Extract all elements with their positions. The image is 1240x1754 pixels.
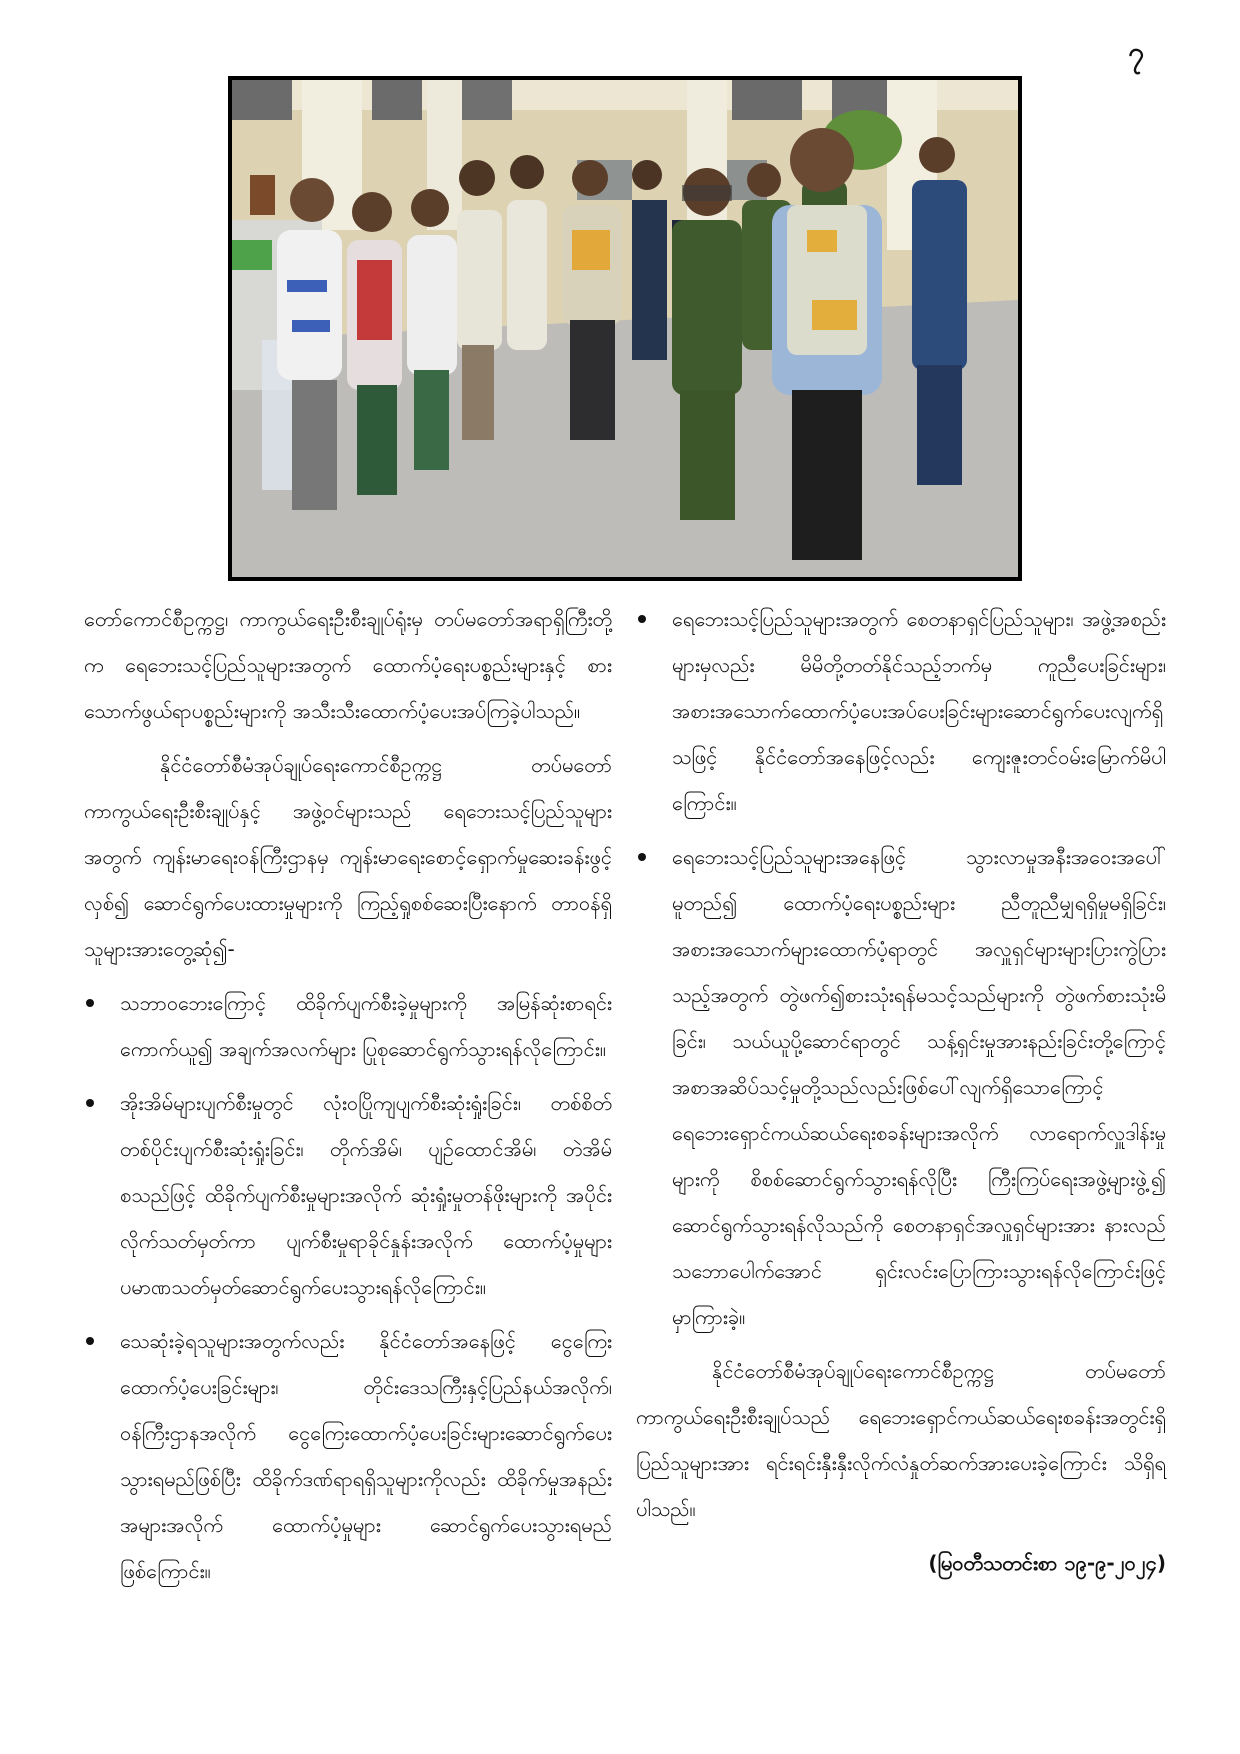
left-column xyxy=(84,596,612,1602)
article-paragraph: နိုင်ငံတော်စီမံအုပ်ချုပ်ရေးကောင်စီဥက္ကဋ္ဌ တပ်မတော်ကာကွယ်ရေးဦးစီးချုပ်နှင့် အဖွဲ့ဝင်များသည် ရေဘေးသင့်ပြည်သူများအတွက် ကျန်းမာရေးဝန်ကြီးဌာနမှ ကျန်းမာရေးစောင့်ရှောက်မှုဆေးခန်းဖွင့်လှစ်၍ ဆောင်ရွက်ပေးထားမှုများကို ကြည့်ရှုစစ်ဆေးပြီးနောက် တာဝန်ရှိသူများအားတွေ့ဆုံ၍- xyxy=(84,753,612,961)
list-item xyxy=(84,1080,612,1310)
list-item-text: ရေဘေးသင့်ပြည်သူများအတွက် စေတနာရှင်ပြည်သူများ၊ အဖွဲ့အစည်းများမှလည်း မိမိတို့တတ်နိုင်သည့်ဘက်မှ ကူညီပေးခြင်းများ၊ အစားအသောက်ထောက်ပံ့ပေးအပ်ပေးခြင်းများဆောင်ရွက်ပေးလျက်ရှိသဖြင့် နိုင်ငံတော်အနေဖြင့်လည်း ကျေးဇူးတင်ဝမ်းမြောက်မိပါကြောင်း။ xyxy=(672,607,1166,815)
list-item-text: အိုးအိမ်များပျက်စီးမှုတွင် လုံးဝပြိုကျပျက်စီးဆုံးရှုံးခြင်း၊ တစ်စိတ်တစ်ပိုင်းပျက်စီးဆုံးရှုံးခြင်း၊ တိုက်အိမ်၊ ပျဉ်ထောင်အိမ်၊ တဲအိမ် စသည်ဖြင့် ထိခိုက်ပျက်စီးမှုများအလိုက် ဆုံးရှုံးမှုတန်ဖိုးများကို အပိုင်းလိုက်သတ်မှတ်ကာ ပျက်စီးမှုရာခိုင်နှုန်းအလိုက် ထောက်ပံ့မှုများ ပမာဏသတ်မှတ်ဆောင်ရွက်ပေးသွားရန်လိုကြောင်း။ xyxy=(120,1091,612,1299)
news-photo xyxy=(228,76,1022,581)
list-item xyxy=(84,1318,612,1594)
list-item xyxy=(84,980,612,1072)
bullet-icon xyxy=(86,1099,94,1107)
article-paragraph: တော်ကောင်စီဥက္ကဋ္ဌ၊ ကာကွယ်ရေးဦးစီးချုပ်ရုံးမှ တပ်မတော်အရာရှိကြီးတို့က ရေဘေးသင့်ပြည်သူများအတွက် ထောက်ပံ့ရေးပစ္စည်းများနှင့် စားသောက်ဖွယ်ရာပစ္စည်းများကို အသီးသီးထောက်ပံ့ပေးအပ်ကြခဲ့ပါသည်။ xyxy=(84,607,612,723)
bullet-icon xyxy=(86,1337,94,1345)
bullet-icon xyxy=(638,853,646,861)
page-number: ၇ xyxy=(1128,36,1144,69)
list-item xyxy=(636,596,1166,826)
instruction-list xyxy=(84,980,612,1594)
list-item-text: ရေဘေးသင့်ပြည်သူများအနေဖြင့် သွားလာမှုအနီးအဝေးအပေါ်မူတည်၍ ထောက်ပံ့ရေးပစ္စည်းများ ညီတူညီမျှရရှိမှုမရှိခြင်း၊ အစားအသောက်များထောက်ပံ့ရာတွင် အလှူရှင်များများပြားကွဲပြားသည့်အတွက် တွဲဖက်၍စားသုံးရန်မသင့်သည်များကို တွဲဖက်စားသုံးမိခြင်း၊ သယ်ယူပို့ဆောင်ရာတွင် သန့်ရှင်းမှုအားနည်းခြင်းတို့ကြောင့် အစာအဆိပ်သင့်မှုတို့သည်လည်းဖြစ်ပေါ်လျက်ရှိသောကြောင့် ရေဘေးရှောင်ကယ်ဆယ်ရေးစခန်းများအလိုက် လာရောက်လှူဒါန်းမှုများကို စိစစ်ဆောင်ရွက်သွားရန်လိုပြီး ကြီးကြပ်ရေးအဖွဲ့များဖွဲ့၍ ဆောင်ရွက်သွားရန်လိုသည်ကို စေတနာရှင်အလှူရှင်များအား နားလည်သဘောပေါက်အောင် ရှင်းလင်းပြောကြားသွားရန်လိုကြောင်းဖြင့် မှာကြားခဲ့။ xyxy=(672,845,1166,1329)
list-item xyxy=(636,834,1166,1340)
bullet-icon xyxy=(638,615,646,623)
instruction-list xyxy=(636,596,1166,1340)
bullet-icon xyxy=(86,999,94,1007)
right-column xyxy=(636,596,1166,1594)
article-paragraph: နိုင်ငံတော်စီမံအုပ်ချုပ်ရေးကောင်စီဥက္ကဋ္ဌ တပ်မတော်ကာကွယ်ရေးဦးစီးချုပ်သည် ရေဘေးရှောင်ကယ်ဆယ်ရေးစခန်းအတွင်းရှိ ပြည်သူများအား ရင်းရင်းနှီးနှီးလိုက်လံနှုတ်ဆက်အားပေးခဲ့ကြောင်း သိရှိရပါသည်။ xyxy=(636,1359,1166,1521)
list-item-text: သေဆုံးခဲ့ရသူများအတွက်လည်း နိုင်ငံတော်အနေဖြင့် ငွေကြေးထောက်ပံ့ပေးခြင်းများ၊ တိုင်းဒေသကြီးနှင့်ပြည်နယ်အလိုက်၊ ဝန်ကြီးဌာနအလိုက် ငွေကြေးထောက်ပံ့ပေးခြင်းများဆောင်ရွက်ပေးသွားရမည်ဖြစ်ပြီး ထိခိုက်ဒဏ်ရာရရှိသူများကိုလည်း ထိခိုက်မှုအနည်းအများအလိုက် ထောက်ပံ့မှုများ ဆောင်ရွက်ပေးသွားရမည်ဖြစ်ကြောင်း။ xyxy=(120,1329,612,1583)
source-citation: (မြဝတီသတင်းစာ ၁၉-၉-၂၀၂၄) xyxy=(928,1551,1166,1575)
list-item-text: သဘာဝဘေးကြောင့် ထိခိုက်ပျက်စီးခဲ့မှုများကို အမြန်ဆုံးစာရင်းကောက်ယူ၍ အချက်အလက်များ ပြုစုဆောင်ရွက်သွားရန်လိုကြောင်း။ xyxy=(120,991,612,1061)
